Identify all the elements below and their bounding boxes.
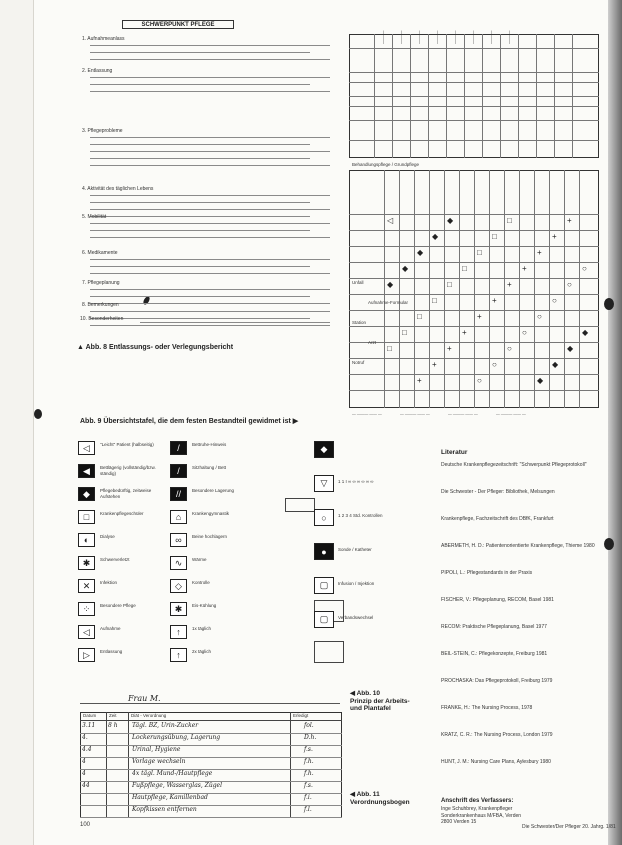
legend-symbol-icon: ↑ [170,625,187,639]
chart-column-heading: ——— [453,30,458,44]
chart-row-rule [349,230,599,231]
sheet-date: 4 [82,758,86,765]
form-ruled-line [90,273,330,274]
sheet-table [80,712,342,818]
legend-symbol-icon: ● [314,543,334,560]
sheet-order: Kopfkissen entfernen [132,806,197,813]
form-ruled-line [90,266,310,267]
sheet-date: 3.11 [82,722,96,729]
chart-cell-symbol: ◆ [552,360,559,369]
chart-cell-symbol: + [432,360,437,369]
chart-column-heading: ——— [489,30,494,44]
literature-entry: Deutsche Krankenpflegezeitschrift: "Schwerpunkt Pflegeprotokoll" [441,462,587,468]
author-heading: Anschrift des Verfassers: [441,798,514,804]
sheet-order: Lockerungsübung, Lagerung [132,734,221,741]
chart-row-rule [349,72,599,73]
legend-symbol-icon: ◆ [314,441,334,458]
literature-entry: RECOM: Praktische Pflegeplanung, Basel 1977 [441,624,547,630]
page-number: 100 [80,822,91,828]
chart-row-rule [349,358,599,359]
form-ruled-line [90,216,310,217]
chart-cell-symbol: ◆ [432,232,439,241]
sheet-date: 4. [82,734,88,741]
chart-cell-symbol: + [522,264,527,273]
sheet-header-rule [80,720,342,721]
legend-symbol-icon: ↑ [170,648,187,662]
chart-cell-symbol: ○ [537,312,542,321]
chart-column-heading: ——— [381,30,386,44]
form-ruled-line [90,84,310,85]
chart-cell-symbol: ◆ [537,376,544,385]
author-address: Inge Schuhbrey, Krankenpfleger Sonderkrankenhaus M/FBA, Verden 2800 Verden 15 [441,806,522,825]
legend-symbol-icon: ○ [314,509,334,526]
form-section-label: 1. Aufnahmeanlass [82,36,125,42]
legend-symbol-label: Eis-Kühlung [192,603,217,608]
sheet-column-header: Diät - Verordnung [131,713,167,718]
form-ruled-line [90,91,330,92]
legend-symbol-icon: ⌂ [170,510,187,524]
legend-symbol-icon: ✕ [78,579,95,593]
chart-legend-text: — ——— —— — [448,412,478,416]
chart-column-heading: ——— [507,30,512,44]
form-ruled-line [90,237,330,238]
form-ruled-line [90,151,330,152]
legend-symbol-label: Krankengymnastik [192,511,230,516]
form-ruled-line [140,322,330,323]
chart-column-rule [534,170,535,408]
legend-symbol-icon: // [170,487,187,501]
sheet-order: Hautpflege, Kamillenbad [132,794,208,801]
chart-cell-symbol: + [417,376,422,385]
legend-symbol-label: Pflegebedürftig, zeitweise Aufstehen [100,488,152,499]
sheet-done: f.s. [304,746,313,753]
chart-legend-text: — ——— —— — [400,412,430,416]
sheet-done: f.i. [304,794,312,801]
sheet-column-rule [106,712,107,818]
chart-cell-symbol: ◆ [567,344,574,353]
legend-symbol-label: Sitzhaltung / Bett [192,465,227,470]
legend-symbol-icon: □ [78,510,95,524]
chart-row-rule [349,214,599,215]
chart-cell-symbol: □ [477,248,482,257]
caption-abb9: Abb. 9 Übersichtstafel, die dem festen Bestandteil gewidmet ist ▶ [80,418,299,425]
chart-column-heading: ——— [399,30,404,44]
form-ruled-line [90,223,330,224]
legend-symbol-icon: ∿ [170,556,187,570]
chart-column-rule [429,170,430,408]
chart-column-heading: ——— [471,30,476,44]
literature-entry: PROCHASKA: Das Pflegeprotokoll, Freiburg 1979 [441,678,553,684]
legend-symbol-icon: ▢ [314,611,334,628]
chart-cell-symbol: □ [432,296,437,305]
chart-row-label: Aufnahme-Formular [368,300,409,305]
sheet-column-rule [290,712,291,818]
chart-cell-symbol: □ [447,280,452,289]
legend-symbol-label: 1 1 I ∞ ∞ ∞ ∞ ∞ ∞ [338,479,374,484]
form-header-box: SCHWERPUNKT PFLEGE [122,20,234,29]
chart-cell-symbol: + [567,216,572,225]
legend-symbol-label: Bettruhe-Hinweis [192,442,227,447]
sheet-order: 4x tägl. Mund-/Hautpflege [132,770,213,777]
chart-cell-symbol: ○ [582,264,587,273]
sheet-row-rule [80,817,342,818]
caption-abb10: ◀ Abb. 10 Prinzip der Arbeits- und Plantafel [350,690,410,712]
chart-column-rule [564,170,565,408]
sheet-column-header: Zeit [109,713,117,718]
form-ruled-line [90,165,330,166]
sheet-done: D.h. [304,734,317,741]
legend-symbol-icon: ▽ [314,475,334,492]
form-ruled-line [90,144,310,145]
sheet-name-rule [80,703,340,704]
legend-symbol-label: Kontrolle [192,580,210,585]
sheet-time: 8 h [108,722,118,729]
form-section-label: 8. Bemerkungen [82,302,119,308]
chart-column-heading: ——— [435,30,440,44]
legend-symbol-icon: ✱ [170,602,187,616]
caption-abb11: ◀ Abb. 11 Verordnungsbogen [350,791,410,806]
sheet-order: Fußpflege, Wasserglas, Zügel [132,782,223,789]
chart-note: Behandlungspflege / Grundpflege [352,162,420,167]
literature-entry: Krankenpflege, Fachzeitschrift des DBfK, Frankfurt [441,516,554,522]
chart-legend-text: — ——— —— — [352,412,382,416]
form-ruled-line [90,52,310,53]
literature-entry: HUNT, J. M.: Nursing Care Plans, Aylesbury 1980 [441,759,551,765]
legend-symbol-label: "Leicht" Patient (halbseitig) [100,442,154,447]
chart-row-rule [349,342,599,343]
chart-row-label: Station [352,320,367,325]
form-ruled-line [90,45,330,46]
legend-symbol-icon: ◁ [78,441,95,455]
chart-row-rule [349,120,599,121]
legend-symbol-label: 1 2 3 4 Std. Kontrollen [338,513,383,518]
form-ruled-line [90,59,330,60]
legend-symbol-icon: / [170,464,187,478]
chart-row-rule [349,326,599,327]
chart-cell-symbol: ◆ [402,264,409,273]
chart-column-rule [399,170,400,408]
form-section-label: 6. Medikamente [82,250,118,256]
chart-column-rule [549,170,550,408]
sheet-order: Urinal, Hygiene [132,746,181,753]
chart-cell-symbol: ○ [477,376,482,385]
chart-cell-symbol: + [462,328,467,337]
sheet-date: 44 [82,782,90,789]
sheet-patient-name: Frau M. [128,694,161,703]
chart-row-rule [349,374,599,375]
chart-row-rule [349,294,599,295]
chart-column-rule [489,170,490,408]
chart-cell-symbol: ○ [567,280,572,289]
legend-symbol-label: 1x täglich [192,626,212,631]
chart-cell-symbol: ○ [507,344,512,353]
chart-cell-symbol: ○ [522,328,527,337]
chart-row-rule [349,262,599,263]
legend-symbol-label: Verbandswechsel [338,615,374,620]
legend-symbol-label: Schwerverletzt [100,557,130,562]
sheet-column-header: Datum [83,713,97,718]
legend-symbol-label: Wärme [192,557,207,562]
chart-column-rule [504,170,505,408]
sheet-done: f.l. [304,806,312,813]
sheet-done: f.h. [304,758,314,765]
sheet-date: 4.4 [82,746,92,753]
chart-cell-symbol: □ [462,264,467,273]
plan-box-3 [314,641,344,663]
chart-cell-symbol: □ [417,312,422,321]
literature-entry: FISCHER, V.: Pflegeplanung, RECOM, Basel 1981 [441,597,554,603]
sheet-done: fol. [304,722,314,729]
form-ruled-line [90,137,330,138]
legend-symbol-icon: ◁ [78,625,95,639]
chart-row-rule [349,140,599,141]
chart-column-rule [459,170,460,408]
legend-symbol-icon: ◐ [78,533,95,547]
legend-symbol-label: Infektion [100,580,118,585]
literature-heading: Literatur [441,449,468,456]
form-ruled-line [90,296,310,297]
chart-row-label: Unfall [352,280,364,285]
literature-entry: FRANKE, H.: The Nursing Process, 1978 [441,705,533,711]
chart-cell-symbol: ◁ [387,216,394,225]
chart-row-rule [349,390,599,391]
chart-row-rule [349,310,599,311]
legend-symbol-icon: / [170,441,187,455]
form-section-label: 3. Pflegeprobleme [82,128,123,134]
sheet-row-rule [80,793,342,794]
form-ruled-line [90,195,330,196]
form-section-label-last: 10. Besonderheiten [80,316,124,322]
chart-row-rule [349,246,599,247]
literature-entry: ABERMETH, H. D.: Patientenorientierte Krankenpflege, Thieme 1980 [441,543,595,549]
chart-cell-symbol: ◆ [387,280,394,289]
chart-row-rule [349,82,599,83]
chart-cell-symbol: + [447,344,452,353]
chart-cell-symbol: □ [402,328,407,337]
sheet-row-rule [80,757,342,758]
legend-symbol-label: Entlassung [100,649,123,654]
chart-row-label: Arzt [368,340,377,345]
legend-symbol-label: Krankenpflegeschüler [100,511,144,516]
literature-entry: Die Schwester - Der Pfleger: Bibliothek, Melsungen [441,489,555,495]
legend-symbol-label: 2x täglich [192,649,212,654]
sheet-row-rule [80,805,342,806]
chart-column-rule [579,170,580,408]
chart-cell-symbol: + [552,232,557,241]
legend-symbol-label: Besondere Lagerung [192,488,235,493]
form-ruled-line [90,158,310,159]
form-ruled-line [90,77,330,78]
journal-footer: Die Schwester/Der Pfleger 20. Jahrg. 1/81 [522,824,616,830]
chart-row-rule [349,96,599,97]
legend-symbol-label: Bettlägerig (vollständig/bzw. ständig) [100,465,156,476]
chart-column-rule [414,170,415,408]
form-section-label: 5. Mobilität [82,214,107,220]
legend-symbol-icon: ▷ [78,648,95,662]
legend-symbol-label: Infusion / Injektion [338,581,375,586]
chart-column-heading: ——— [417,30,422,44]
form-section-label: 2. Entlassung [82,68,113,74]
literature-entry: KRATZ, C. R.: The Nursing Process, London 1979 [441,732,553,738]
legend-symbol-label: Dialyse [100,534,115,539]
chart-cell-symbol: + [507,280,512,289]
form-ruled-line [90,230,310,231]
sheet-order: Tägl. BZ, Urin-Zucker [132,722,199,729]
chart-cell-symbol: □ [492,232,497,241]
chart-column-rule [519,170,520,408]
sheet-column-rule [128,712,129,818]
chart-column-rule [474,170,475,408]
binder-edge [0,0,34,845]
form-ruled-line [90,311,330,312]
legend-symbol-icon: ▢ [314,577,334,594]
binder-hole-right [604,298,614,310]
legend-symbol-label: Besondere Pflege [100,603,136,608]
legend-symbol-icon: ◆ [78,487,95,501]
legend-symbol-icon: ◇ [170,579,187,593]
chart-cell-symbol: + [492,296,497,305]
legend-symbol-icon: ⁘ [78,602,95,616]
legend-symbol-label: Beine hochlagern [192,534,228,539]
sheet-done: f.s. [304,782,313,789]
plan-box-1 [285,498,315,512]
legend-symbol-icon: ✱ [78,556,95,570]
legend-symbol-icon: ◀ [78,464,95,478]
legend-symbol-label: Sonde / Katheter [338,547,372,552]
chart-cell-symbol: ◆ [417,248,424,257]
form-ruled-line [90,325,330,326]
form-ruled-line [90,289,330,290]
chart-row-rule [349,106,599,107]
sheet-column-header: Erledigt [293,713,309,718]
literature-entry: PIPOLI, L.: Pflegestandards in der Praxis [441,570,533,576]
form-section-label: 7. Pflegeplanung [82,280,120,286]
page-shadow-edge [608,0,622,845]
sheet-order: Vorlage wechseln [132,758,186,765]
chart-cell-symbol: ○ [552,296,557,305]
chart-legend-text: — ——— —— — [496,412,526,416]
chart-row-label: Notruf [352,360,365,365]
form-section-label: 4. Aktivität des täglichen Lebens [82,186,154,192]
sheet-date: 4 [82,770,86,777]
form-ruled-line [90,259,330,260]
chart-cell-symbol: ◆ [582,328,589,337]
chart-column-rule [384,170,385,408]
legend-symbol-icon: ∞ [170,533,187,547]
form-ruled-line [90,202,310,203]
chart-cell-symbol: □ [387,344,392,353]
form-ruled-line [90,303,330,304]
sheet-row-rule [80,745,342,746]
chart-cell-symbol: ○ [492,360,497,369]
chart-row-rule [349,48,599,49]
chart-cell-symbol: + [537,248,542,257]
literature-entry: BEIL-STEIN, C.: Pflegekonzepte, Freiburg 1981 [441,651,548,657]
legend-symbol-label: Aufnahme [100,626,121,631]
chart-column-rule [444,170,445,408]
chart-row-rule [349,278,599,279]
caption-abb8: ▲ Abb. 8 Entlassungs- oder Verlegungsbericht [77,344,234,351]
form-ruled-line [90,209,330,210]
sheet-done: f.h. [304,770,314,777]
chart-cell-symbol: ◆ [447,216,454,225]
chart-cell-symbol: + [477,312,482,321]
binder-hole [34,409,42,419]
chart-cell-symbol: □ [507,216,512,225]
